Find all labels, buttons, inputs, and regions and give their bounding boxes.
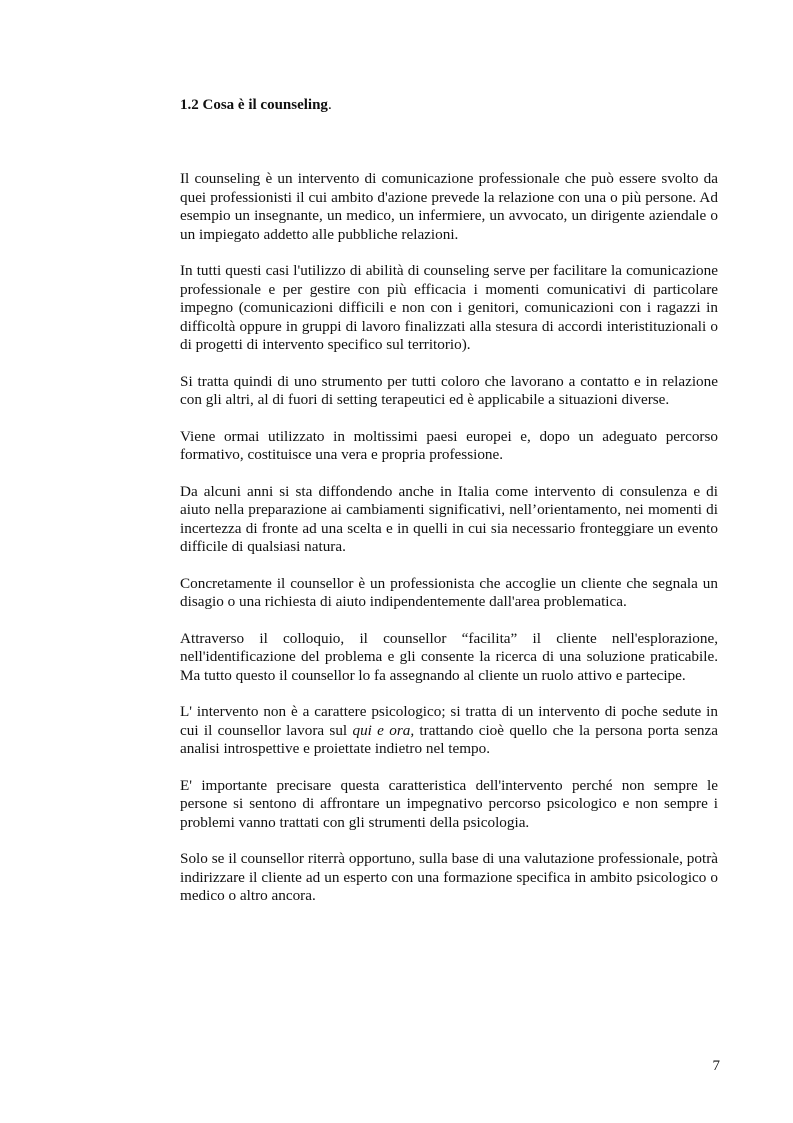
section-heading-period: . <box>327 97 332 113</box>
paragraph-1: Il counseling è un intervento di comunicazione professionale che può essere svolto da quei professionisti il cui ambito d'azione prevede la relazione con una o più persone. Ad esempio un insegnante, un medico, un infermiere, un avvocato, un dirigente aziendale o un impiegato addetto alle pubbliche relazioni. <box>180 170 718 243</box>
paragraph-6: Concretamente il counsellor è un professionista che accoglie un cliente che segnala un disagio o una richiesta di aiuto indipendentemente dall'area problematica. <box>180 574 718 610</box>
paragraph-10: Solo se il counsellor riterrà opportuno, sulla base di una valutazione professionale, potrà indirizzare il cliente ad un esperto con una formazione specifica in ambito psicologico o medico o altro ancora. <box>180 850 718 904</box>
paragraph-5: Da alcuni anni si sta diffondendo anche in Italia come intervento di consulenza e di aiuto nella preparazione ai cambiamenti significativi, nell’orientamento, nei momenti di incertezza di fronte ad una scelta e in quelli in cui sia necessario fronteggiare un evento difficile di qualsiasi natura. <box>180 482 718 555</box>
paragraph-4: Viene ormai utilizzato in moltissimi paesi europei e, dopo un adeguato percorso formativo, costituisce una vera e propria professione. <box>180 427 718 463</box>
paragraph-3: Si tratta quindi di uno strumento per tutti coloro che lavorano a contatto e in relazione con gli altri, al di fuori di setting terapeutici ed è applicabile a situazioni diverse. <box>180 372 718 408</box>
paragraph-9: E' importante precisare questa caratteristica dell'intervento perché non sempre le persone si sentono di affrontare un impegnativo percorso psicologico e non sempre i problemi vanno trattati con gli strumenti della psicologia. <box>180 776 718 831</box>
section-heading-title: 1.2 Cosa è il counseling <box>180 97 328 113</box>
paragraph-7: Attraverso il colloquio, il counsellor “facilita” il cliente nell'esplorazione, nell'identificazione del problema e gli consente la ricerca di una soluzione praticabile. Ma tutto questo il counsellor lo fa assegnando al cliente un ruolo attivo e partecipe. <box>180 629 718 684</box>
section-heading <box>180 96 720 114</box>
paragraph-2: In tutti questi casi l'utilizzo di abilità di counseling serve per facilitare la comunicazione professionale e per gestire con più efficacia i momenti comunicativi di particolare impegno (comunicazioni difficili e non con i genitori, comunicazioni con i ragazzi in difficoltà oppure in gruppi di lavoro finalizzati alla stesura di accordi interistituzionali o di progetti di intervento specifico sul territorio). <box>180 262 718 353</box>
paragraph-8 <box>180 703 718 759</box>
page-number: 7 <box>712 1058 720 1074</box>
paragraph-8-start: L' intervento non è a carattere psicologico; si tratta di un intervento di poche sedute in cui il counsellor lavora sul <box>180 703 718 739</box>
paragraph-8-italic: qui e ora, <box>352 721 415 739</box>
paragraph-8-end: trattando cioè quello che la persona porta senza analisi introspettive e proiettate indietro nel tempo. <box>180 721 719 757</box>
body-text <box>180 170 718 924</box>
